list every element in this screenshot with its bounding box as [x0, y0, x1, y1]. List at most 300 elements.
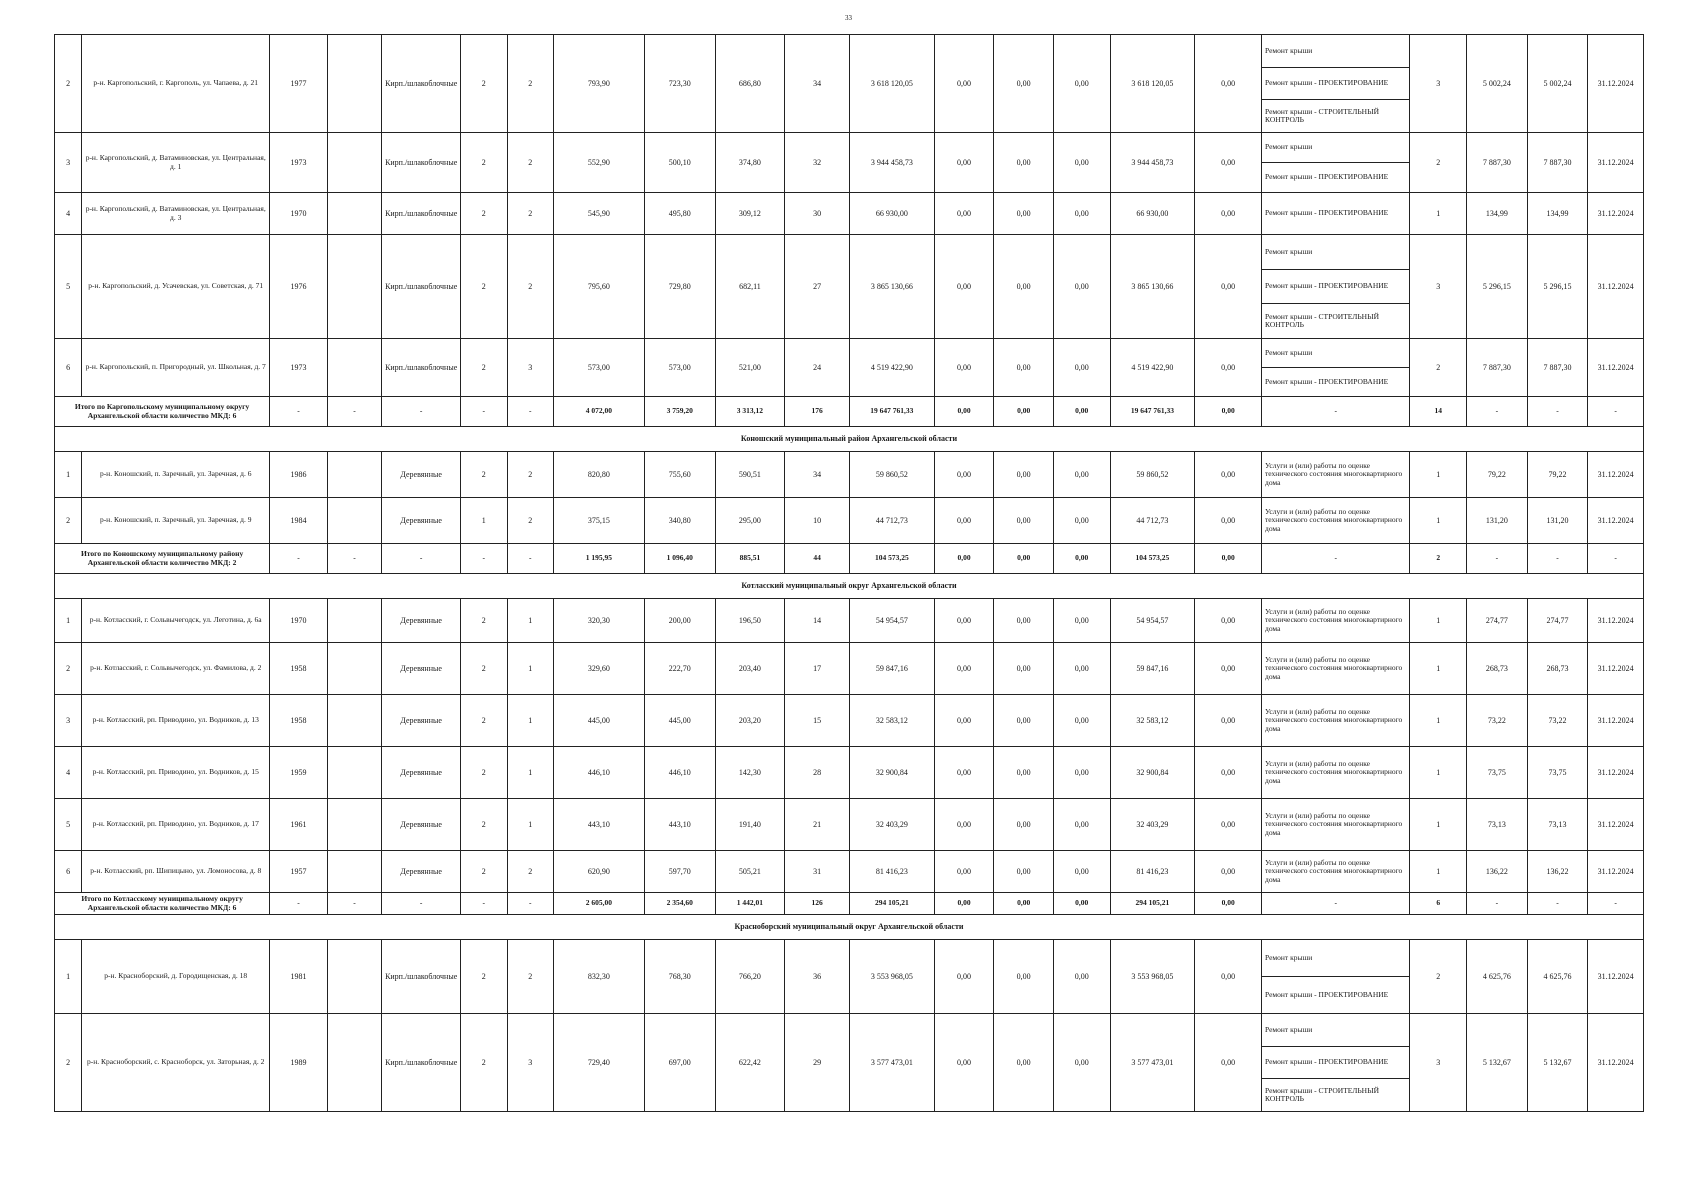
cell-works [1262, 498, 1410, 544]
cell-works-count: 1 [1410, 799, 1467, 851]
cell-dash: - [507, 544, 553, 574]
cell-floors: 2 [461, 799, 507, 851]
cell-area-total: 445,00 [553, 695, 644, 747]
cell-address: р-н. Котласский, г. Сольвычегодск, ул. Фамилова, д. 2 [82, 643, 270, 695]
total-budget-local: 0,00 [1053, 893, 1110, 915]
cell-floors: 2 [461, 193, 507, 235]
cell-walls: Кирп./шлакоблочные [382, 35, 461, 133]
cell-fund: 0,00 [934, 339, 994, 397]
cell-entrances: 2 [507, 851, 553, 893]
cell-year: 1970 [270, 193, 328, 235]
cell-unit-cost: 268,73 [1467, 643, 1528, 695]
cell-fund: 0,00 [934, 940, 994, 1014]
cell-unit-cost: 134,99 [1467, 193, 1528, 235]
cell-fund: 0,00 [934, 747, 994, 799]
total-area-total: 4 072,00 [553, 397, 644, 427]
cell-budget-region: 0,00 [994, 799, 1054, 851]
cell-budget-region: 0,00 [994, 235, 1054, 339]
cell-entrances: 1 [507, 599, 553, 643]
cell-fund: 0,00 [934, 695, 994, 747]
cell-works [1262, 452, 1410, 498]
cell-n: 2 [55, 1014, 82, 1112]
cell-deadline: 31.12.2024 [1588, 35, 1644, 133]
cell-budget-region: 0,00 [994, 339, 1054, 397]
cell-works [1262, 599, 1410, 643]
cell-deadline: 31.12.2024 [1588, 339, 1644, 397]
cell-dash: - [1527, 397, 1588, 427]
cell-floors: 2 [461, 940, 507, 1014]
cell-year: 1986 [270, 452, 328, 498]
work-item: Ремонт крыши [1265, 246, 1313, 256]
cell-area-total: 795,60 [553, 235, 644, 339]
cell-deadline: 31.12.2024 [1588, 133, 1644, 193]
total-cost-total: 104 573,25 [849, 544, 934, 574]
cell-max-cost: 4 625,76 [1527, 940, 1588, 1014]
cell-area-total: 552,90 [553, 133, 644, 193]
cell-max-cost: 268,73 [1527, 643, 1588, 695]
cell-budget-local: 0,00 [1053, 940, 1110, 1014]
total-budget-local: 0,00 [1053, 544, 1110, 574]
cell-floors: 2 [461, 235, 507, 339]
cell-walls: Кирп./шлакоблочные [382, 1014, 461, 1112]
cell-budget-local: 0,00 [1053, 799, 1110, 851]
cell-n: 1 [55, 452, 82, 498]
cell-entrances: 2 [507, 193, 553, 235]
cell-max-cost: 73,13 [1527, 799, 1588, 851]
cell-n: 1 [55, 599, 82, 643]
cell-n: 4 [55, 747, 82, 799]
cell-year: 1989 [270, 1014, 328, 1112]
cell-cost-total: 3 618 120,05 [849, 35, 934, 133]
cell-walls: Кирп./шлакоблочные [382, 133, 461, 193]
cell-walls: Деревянные [382, 695, 461, 747]
cell-works-count: 3 [1410, 235, 1467, 339]
cell-floors: 2 [461, 1014, 507, 1112]
cell-residents: 31 [785, 851, 850, 893]
cell-walls: Кирп./шлакоблочные [382, 940, 461, 1014]
total-area-living: 1 096,40 [644, 544, 715, 574]
cell-cost-total: 4 519 422,90 [849, 339, 934, 397]
cell-unit-cost: 5 132,67 [1467, 1014, 1528, 1112]
cell-dash: - [327, 397, 382, 427]
cell-address: р-н. Котласский, рп. Приводино, ул. Водников, д. 13 [82, 695, 270, 747]
cell-area-living: 445,00 [644, 695, 715, 747]
cell-residents: 36 [785, 940, 850, 1014]
total-area-owned: 885,51 [715, 544, 785, 574]
cell-entrances: 3 [507, 339, 553, 397]
cell-max-cost: 5 296,15 [1527, 235, 1588, 339]
cell-year2 [327, 133, 382, 193]
cell-owners: 59 847,16 [1110, 643, 1195, 695]
cell-year: 1958 [270, 695, 328, 747]
cell-dash: - [1588, 893, 1644, 915]
cell-year2 [327, 940, 382, 1014]
cell-area-total: 832,30 [553, 940, 644, 1014]
cell-walls: Деревянные [382, 452, 461, 498]
work-list [1262, 133, 1409, 192]
cell-budget-local: 0,00 [1053, 498, 1110, 544]
cell-dash: - [1262, 893, 1410, 915]
cell-other: 0,00 [1195, 747, 1262, 799]
cell-deadline: 31.12.2024 [1588, 498, 1644, 544]
cell-budget-region: 0,00 [994, 193, 1054, 235]
cell-year2 [327, 599, 382, 643]
cell-budget-local: 0,00 [1053, 747, 1110, 799]
cell-owners: 54 954,57 [1110, 599, 1195, 643]
cell-dash: - [1467, 397, 1528, 427]
total-budget-region: 0,00 [994, 397, 1054, 427]
cell-year2 [327, 1014, 382, 1112]
cell-deadline: 31.12.2024 [1588, 851, 1644, 893]
cell-residents: 29 [785, 1014, 850, 1112]
cell-works-count: 1 [1410, 452, 1467, 498]
cell-deadline: 31.12.2024 [1588, 452, 1644, 498]
table-row [55, 799, 1644, 851]
cell-budget-region: 0,00 [994, 747, 1054, 799]
total-row [55, 893, 1644, 915]
total-area-living: 3 759,20 [644, 397, 715, 427]
cell-budget-local: 0,00 [1053, 599, 1110, 643]
cell-n: 5 [55, 235, 82, 339]
cell-other: 0,00 [1195, 452, 1262, 498]
cell-entrances: 1 [507, 643, 553, 695]
cell-area-living: 222,70 [644, 643, 715, 695]
table-row [55, 498, 1644, 544]
cell-cost-total: 59 847,16 [849, 643, 934, 695]
cell-area-owned: 309,12 [715, 193, 785, 235]
cell-n: 3 [55, 695, 82, 747]
cell-entrances: 2 [507, 452, 553, 498]
total-label: Итого по Котласскому муниципальному округу Архангельской области количество МКД: 6 [55, 893, 270, 915]
cell-budget-local: 0,00 [1053, 133, 1110, 193]
cell-works [1262, 940, 1410, 1014]
cell-unit-cost: 274,77 [1467, 599, 1528, 643]
cell-walls: Деревянные [382, 799, 461, 851]
cell-budget-local: 0,00 [1053, 339, 1110, 397]
total-other: 0,00 [1195, 544, 1262, 574]
cell-max-cost: 73,22 [1527, 695, 1588, 747]
cell-year2 [327, 799, 382, 851]
total-fund: 0,00 [934, 397, 994, 427]
cell-floors: 2 [461, 643, 507, 695]
cell-dash: - [270, 544, 328, 574]
total-row [55, 397, 1644, 427]
cell-entrances: 1 [507, 799, 553, 851]
cell-year2 [327, 235, 382, 339]
total-area-owned: 1 442,01 [715, 893, 785, 915]
table-row [55, 747, 1644, 799]
work-item: Услуги и (или) работы по оценке технического состояния многоквартирного дома [1265, 707, 1403, 733]
work-list [1262, 695, 1409, 746]
cell-budget-local: 0,00 [1053, 35, 1110, 133]
work-item: Услуги и (или) работы по оценке технического состояния многоквартирного дома [1265, 607, 1403, 633]
cell-fund: 0,00 [934, 235, 994, 339]
cell-area-total: 545,90 [553, 193, 644, 235]
cell-budget-local: 0,00 [1053, 1014, 1110, 1112]
cell-area-owned: 203,20 [715, 695, 785, 747]
cell-n: 2 [55, 498, 82, 544]
cell-budget-region: 0,00 [994, 643, 1054, 695]
total-other: 0,00 [1195, 397, 1262, 427]
cell-works-count: 1 [1410, 851, 1467, 893]
cell-year2 [327, 339, 382, 397]
cell-fund: 0,00 [934, 35, 994, 133]
cell-other: 0,00 [1195, 799, 1262, 851]
cell-dash: - [382, 544, 461, 574]
cell-n: 1 [55, 940, 82, 1014]
cell-owners: 59 860,52 [1110, 452, 1195, 498]
work-item: Ремонт крыши [1265, 1024, 1313, 1034]
total-owners: 19 647 761,33 [1110, 397, 1195, 427]
cell-entrances: 1 [507, 747, 553, 799]
cell-unit-cost: 136,22 [1467, 851, 1528, 893]
cell-works-count: 2 [1410, 940, 1467, 1014]
cell-max-cost: 7 887,30 [1527, 133, 1588, 193]
work-item: Услуги и (или) работы по оценке технического состояния многоквартирного дома [1265, 507, 1403, 533]
cell-works [1262, 747, 1410, 799]
section-header-row [55, 427, 1644, 452]
cell-fund: 0,00 [934, 1014, 994, 1112]
cell-max-cost: 5 132,67 [1527, 1014, 1588, 1112]
cell-dash: - [1262, 397, 1410, 427]
cell-residents: 21 [785, 799, 850, 851]
table-row [55, 235, 1644, 339]
total-residents: 126 [785, 893, 850, 915]
cell-entrances: 1 [507, 695, 553, 747]
cell-area-living: 500,10 [644, 133, 715, 193]
work-item: Услуги и (или) работы по оценке технического состояния многоквартирного дома [1265, 461, 1403, 487]
cell-area-owned: 374,80 [715, 133, 785, 193]
cell-floors: 2 [461, 747, 507, 799]
cell-budget-region: 0,00 [994, 133, 1054, 193]
cell-walls: Кирп./шлакоблочные [382, 193, 461, 235]
cell-floors: 1 [461, 498, 507, 544]
cell-area-living: 755,60 [644, 452, 715, 498]
cell-works [1262, 35, 1410, 133]
total-owners: 294 105,21 [1110, 893, 1195, 915]
work-item: Ремонт крыши - СТРОИТЕЛЬНЫЙ КОНТРОЛЬ [1262, 1078, 1409, 1111]
total-other: 0,00 [1195, 893, 1262, 915]
cell-deadline: 31.12.2024 [1588, 799, 1644, 851]
cell-floors: 2 [461, 695, 507, 747]
cell-budget-local: 0,00 [1053, 643, 1110, 695]
cell-cost-total: 3 865 130,66 [849, 235, 934, 339]
cell-cost-total: 32 583,12 [849, 695, 934, 747]
cell-dash: - [1467, 544, 1528, 574]
cell-other: 0,00 [1195, 643, 1262, 695]
work-list [1262, 193, 1409, 234]
total-area-owned: 3 313,12 [715, 397, 785, 427]
page-number: 33 [845, 14, 852, 22]
cell-entrances: 2 [507, 235, 553, 339]
cell-n: 5 [55, 799, 82, 851]
table-row [55, 643, 1644, 695]
cell-other: 0,00 [1195, 940, 1262, 1014]
cell-max-cost: 7 887,30 [1527, 339, 1588, 397]
cell-n: 2 [55, 35, 82, 133]
section-title: Котласский муниципальный округ Архангельской области [55, 574, 1644, 599]
cell-works-count: 1 [1410, 498, 1467, 544]
cell-works [1262, 235, 1410, 339]
cell-address: р-н. Каргопольский, д. Ватаминовская, ул. Центральная, д. 1 [82, 133, 270, 193]
cell-works [1262, 851, 1410, 893]
cell-dash: - [270, 397, 328, 427]
cell-address: р-н. Каргопольский, д. Ватаминовская, ул. Центральная, д. 3 [82, 193, 270, 235]
cell-works-count: 1 [1410, 599, 1467, 643]
cell-year: 1970 [270, 599, 328, 643]
cell-area-total: 793,90 [553, 35, 644, 133]
work-list [1262, 643, 1409, 694]
cell-area-living: 446,10 [644, 747, 715, 799]
work-item: Ремонт крыши - ПРОЕКТИРОВАНИЕ [1262, 162, 1409, 192]
cell-fund: 0,00 [934, 193, 994, 235]
cell-area-living: 495,80 [644, 193, 715, 235]
cell-address: р-н. Коношский, п. Заречный, ул. Заречная, д. 9 [82, 498, 270, 544]
work-item: Ремонт крыши [1265, 142, 1313, 152]
cell-year2 [327, 452, 382, 498]
cell-budget-region: 0,00 [994, 1014, 1054, 1112]
cell-works-count: 1 [1410, 747, 1467, 799]
cell-residents: 28 [785, 747, 850, 799]
cell-works [1262, 133, 1410, 193]
work-list [1262, 799, 1409, 850]
cell-deadline: 31.12.2024 [1588, 643, 1644, 695]
cell-dash: - [1527, 893, 1588, 915]
cell-works [1262, 339, 1410, 397]
cell-works-count: 2 [1410, 339, 1467, 397]
cell-owners: 66 930,00 [1110, 193, 1195, 235]
cell-fund: 0,00 [934, 133, 994, 193]
table-row [55, 695, 1644, 747]
cell-dash: - [1588, 544, 1644, 574]
cell-dash: - [1467, 893, 1528, 915]
cell-n: 6 [55, 851, 82, 893]
total-area-living: 2 354,60 [644, 893, 715, 915]
work-item: Ремонт крыши - ПРОЕКТИРОВАНИЕ [1265, 208, 1389, 218]
total-residents: 44 [785, 544, 850, 574]
cell-year: 1961 [270, 799, 328, 851]
cell-deadline: 31.12.2024 [1588, 235, 1644, 339]
cell-owners: 32 403,29 [1110, 799, 1195, 851]
cell-unit-cost: 131,20 [1467, 498, 1528, 544]
cell-entrances: 2 [507, 133, 553, 193]
cell-unit-cost: 79,22 [1467, 452, 1528, 498]
total-fund: 0,00 [934, 544, 994, 574]
cell-cost-total: 3 577 473,01 [849, 1014, 934, 1112]
total-works-count: 2 [1410, 544, 1467, 574]
cell-entrances: 2 [507, 498, 553, 544]
cell-area-owned: 766,20 [715, 940, 785, 1014]
cell-dash: - [1262, 544, 1410, 574]
total-works-count: 6 [1410, 893, 1467, 915]
section-header-row [55, 574, 1644, 599]
table-row [55, 339, 1644, 397]
work-item: Ремонт крыши - ПРОЕКТИРОВАНИЕ [1262, 976, 1409, 1013]
cell-dash: - [382, 397, 461, 427]
work-list [1262, 1014, 1409, 1111]
work-list [1262, 599, 1409, 642]
cell-area-total: 573,00 [553, 339, 644, 397]
cell-area-living: 200,00 [644, 599, 715, 643]
cell-area-living: 573,00 [644, 339, 715, 397]
cell-cost-total: 54 954,57 [849, 599, 934, 643]
cell-cost-total: 44 712,73 [849, 498, 934, 544]
cell-walls: Кирп./шлакоблочные [382, 339, 461, 397]
cell-residents: 24 [785, 339, 850, 397]
work-item: Услуги и (или) работы по оценке технического состояния многоквартирного дома [1265, 655, 1403, 681]
section-title: Красноборский муниципальный округ Архангельской области [55, 915, 1644, 940]
work-item: Ремонт крыши - ПРОЕКТИРОВАНИЕ [1262, 67, 1409, 100]
cell-year: 1958 [270, 643, 328, 695]
cell-owners: 3 577 473,01 [1110, 1014, 1195, 1112]
cell-cost-total: 32 900,84 [849, 747, 934, 799]
cell-n: 2 [55, 643, 82, 695]
work-item: Услуги и (или) работы по оценке технического состояния многоквартирного дома [1265, 811, 1403, 837]
table-row [55, 940, 1644, 1014]
cell-address: р-н. Красноборский, д. Городищенская, д. 18 [82, 940, 270, 1014]
cell-dash: - [1588, 397, 1644, 427]
cell-budget-region: 0,00 [994, 452, 1054, 498]
cell-dash: - [327, 544, 382, 574]
cell-fund: 0,00 [934, 599, 994, 643]
cell-dash: - [382, 893, 461, 915]
cell-n: 6 [55, 339, 82, 397]
cell-dash: - [1527, 544, 1588, 574]
work-list [1262, 851, 1409, 892]
cell-area-living: 697,00 [644, 1014, 715, 1112]
cell-address: р-н. Котласский, г. Сольвычегодск, ул. Леготина, д. 6а [82, 599, 270, 643]
cell-fund: 0,00 [934, 498, 994, 544]
cell-address: р-н. Котласский, рп. Приводино, ул. Водников, д. 15 [82, 747, 270, 799]
cell-dash: - [507, 397, 553, 427]
cell-max-cost: 131,20 [1527, 498, 1588, 544]
cell-dash: - [461, 397, 507, 427]
cell-area-owned: 191,40 [715, 799, 785, 851]
cell-area-owned: 622,42 [715, 1014, 785, 1112]
cell-year2 [327, 643, 382, 695]
cell-residents: 14 [785, 599, 850, 643]
work-item: Ремонт крыши [1265, 45, 1313, 55]
cell-budget-region: 0,00 [994, 940, 1054, 1014]
cell-deadline: 31.12.2024 [1588, 695, 1644, 747]
total-label: Итого по Коношскому муниципальному району Архангельской области количество МКД: 2 [55, 544, 270, 574]
cell-area-total: 320,30 [553, 599, 644, 643]
total-budget-region: 0,00 [994, 893, 1054, 915]
total-row [55, 544, 1644, 574]
cell-year2 [327, 193, 382, 235]
cell-unit-cost: 7 887,30 [1467, 133, 1528, 193]
cell-area-owned: 521,00 [715, 339, 785, 397]
cell-other: 0,00 [1195, 193, 1262, 235]
cell-max-cost: 5 002,24 [1527, 35, 1588, 133]
cell-owners: 3 618 120,05 [1110, 35, 1195, 133]
total-area-total: 2 605,00 [553, 893, 644, 915]
cell-year2 [327, 35, 382, 133]
cell-deadline: 31.12.2024 [1588, 940, 1644, 1014]
cell-floors: 2 [461, 851, 507, 893]
table-row [55, 35, 1644, 133]
cell-area-living: 443,10 [644, 799, 715, 851]
cell-cost-total: 81 416,23 [849, 851, 934, 893]
cell-works [1262, 1014, 1410, 1112]
cell-fund: 0,00 [934, 643, 994, 695]
work-list [1262, 498, 1409, 543]
cell-works-count: 3 [1410, 1014, 1467, 1112]
cell-year: 1959 [270, 747, 328, 799]
work-item: Ремонт крыши - ПРОЕКТИРОВАНИЕ [1262, 269, 1409, 304]
cell-address: р-н. Красноборский, с. Красноборск, ул. Заторьная, д. 2 [82, 1014, 270, 1112]
cell-residents: 34 [785, 452, 850, 498]
